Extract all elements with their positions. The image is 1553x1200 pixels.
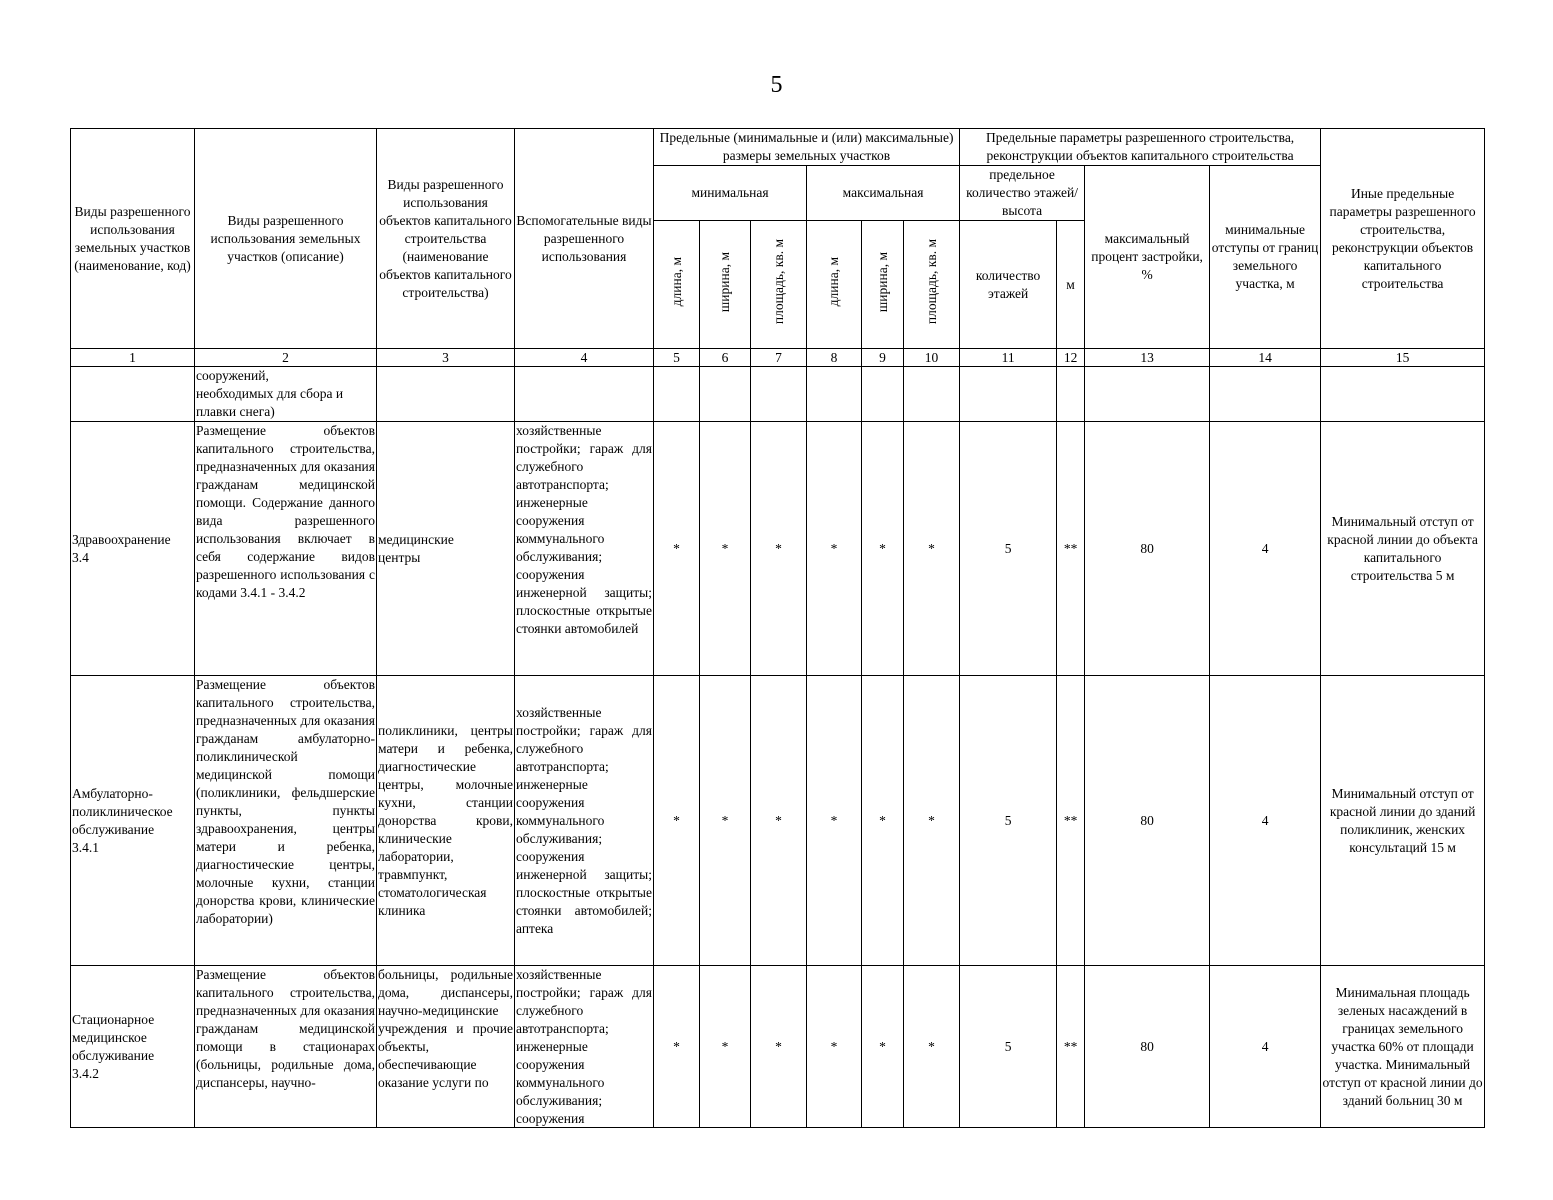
max-area-value: * [904,966,960,1128]
column-number: 6 [700,349,751,367]
row-description: сооружений, необходимых для сбора и плавки снега) [196,368,344,419]
header-max-length: длина, м [807,221,862,349]
row-capital-objects: поликлиники, центры матери и ребенка, диагностические центры, молочные кухни, станции донорства крови, клинические лаборатории, травмпункт, стоматологическая клиника [377,676,515,966]
header-max-width: ширина, м [862,221,904,349]
min-width-value: * [700,422,751,676]
row-land-use: Стационарное медицинское обслуживание 3.4.2 [72,1011,155,1081]
row-value [960,367,1057,422]
max-length-value: * [807,966,862,1128]
min-width-value: * [700,966,751,1128]
max-area-value: * [904,676,960,966]
row-value [654,367,700,422]
row-value [751,367,807,422]
row-capital-objects: медицинские центры [378,531,454,565]
row-value [1321,367,1485,422]
max-percent-value: 80 [1085,422,1210,676]
max-width-value: * [862,422,904,676]
row-description: Размещение объектов капитального строительства, предназначенных для оказания гражданам медицинской помощи в стационарах (больницы, родильные дома, диспансеры, научно- [196,967,375,1090]
min-setback-value: 4 [1210,676,1321,966]
min-area-value: * [751,422,807,676]
zoning-table [70,128,1485,1128]
max-width-value: * [862,966,904,1128]
table-row [71,966,1485,1128]
column-number: 11 [960,349,1057,367]
header-floors-height: предельное количество этажей/высота [960,166,1085,221]
min-area-value: * [751,966,807,1128]
column-number: 4 [515,349,654,367]
height-value: ** [1057,676,1085,966]
row-value [904,367,960,422]
header-land-use-name: Виды разрешенного использования земельных участков (наименование, код) [71,129,195,349]
row-auxiliary [515,367,654,422]
row-auxiliary: хозяйственные постройки; гараж для служебного автотранспорта; инженерные сооружения коммунального обслуживания; сооружения инженерной защиты; плоскостные открытые стоянки автомобилей; аптека [515,676,654,966]
min-length-value: * [654,422,700,676]
header-auxiliary-uses: Вспомогательные виды разрешенного использования [515,129,654,349]
max-length-value: * [807,676,862,966]
header-max-area: площадь, кв. м [904,221,960,349]
floors-value: 5 [960,422,1057,676]
column-number: 3 [377,349,515,367]
column-number: 7 [751,349,807,367]
row-auxiliary: хозяйственные постройки; гараж для служебного автотранспорта; инженерные сооружения коммунального обслуживания; сооружения инженерной защиты; плоскостные открытые стоянки автомобилей [515,422,654,676]
column-numbers-row [71,349,1485,367]
table-row [71,422,1485,676]
other-parameters-value: Минимальный отступ от красной линии до объекта капитального строительства 5 м [1321,422,1485,676]
header-max-percent: максимальный процент застройки, % [1085,166,1210,349]
column-number: 10 [904,349,960,367]
row-capital-objects: больницы, родильные дома, диспансеры, научно-медицинские учреждения и прочие объекты, обеспечивающие оказание услуги по [378,967,513,1090]
column-number: 14 [1210,349,1321,367]
header-build-parameters: Предельные параметры разрешенного строительства, реконструкции объектов капитального строительства [960,129,1321,166]
row-value [862,367,904,422]
column-number: 9 [862,349,904,367]
max-length-value: * [807,422,862,676]
header-minimum: минимальная [654,166,807,221]
row-value [1210,367,1321,422]
min-area-value: * [751,676,807,966]
table-row [71,676,1485,966]
floors-value: 5 [960,676,1057,966]
row-value [807,367,862,422]
row-land-use: Амбулаторно- поликлиническое обслуживание 3.4.1 [72,785,173,855]
min-length-value: * [654,676,700,966]
row-capital-objects [377,367,515,422]
height-value: ** [1057,966,1085,1128]
column-number: 15 [1321,349,1485,367]
header-maximum: максимальная [807,166,960,221]
header-capital-objects: Виды разрешенного использования объектов капитального строительства (наименование объектов капитального строительства) [377,129,515,349]
floors-value: 5 [960,966,1057,1128]
column-number: 2 [195,349,377,367]
column-number: 1 [71,349,195,367]
header-min-width: ширина, м [700,221,751,349]
header-floors: количество этажей [960,221,1057,349]
header-min-length: длина, м [654,221,700,349]
min-length-value: * [654,966,700,1128]
row-land-use [71,367,195,422]
header-min-setback: минимальные отступы от границ земельного участка, м [1210,166,1321,349]
header-meters: м [1057,221,1085,349]
column-number: 5 [654,349,700,367]
header-land-plot-sizes: Предельные (минимальные и (или) максимальные) размеры земельных участков [654,129,960,166]
row-value [1085,367,1210,422]
other-parameters-value: Минимальный отступ от красной линии до зданий поликлиник, женских консультаций 15 м [1321,676,1485,966]
row-description: Размещение объектов капитального строительства, предназначенных для оказания гражданам амбулаторно-поликлинической медицинской помощи (поликлиники, фельдшерские пункты, пункты здравоохранения, центры матери и ребенка, диагностические центры, молочные кухни, станции донорства крови, клинические лаборатории) [195,676,377,966]
min-setback-value: 4 [1210,966,1321,1128]
max-area-value: * [904,422,960,676]
table-row [71,367,1485,422]
row-value [700,367,751,422]
column-number: 12 [1057,349,1085,367]
row-value [1057,367,1085,422]
min-width-value: * [700,676,751,966]
max-width-value: * [862,676,904,966]
header-min-area: площадь, кв. м [751,221,807,349]
column-number: 13 [1085,349,1210,367]
column-number: 8 [807,349,862,367]
header-other-parameters: Иные предельные параметры разрешенного строительства, реконструкции объектов капитального строительства [1321,129,1485,349]
height-value: ** [1057,422,1085,676]
header-land-use-description: Виды разрешенного использования земельных участков (описание) [195,129,377,349]
other-parameters-value: Минимальная площадь зеленых насаждений в границах земельного участка 60% от площади участка. Минимальный отступ от красной линии до зданий больниц 30 м [1321,966,1485,1128]
row-land-use: Здравоохранение 3.4 [72,531,171,565]
row-auxiliary: хозяйственные постройки; гараж для служебного автотранспорта; инженерные сооружения коммунального обслуживания; сооружения [516,967,652,1126]
max-percent-value: 80 [1085,676,1210,966]
row-description: Размещение объектов капитального строительства, предназначенных для оказания гражданам медицинской помощи. Содержание данного вида разрешенного использования включает в себя содержание видов разрешенного использования с кодами 3.4.1 - 3.4.2 [195,422,377,676]
page-number: 5 [770,72,783,98]
max-percent-value: 80 [1085,966,1210,1128]
min-setback-value: 4 [1210,422,1321,676]
